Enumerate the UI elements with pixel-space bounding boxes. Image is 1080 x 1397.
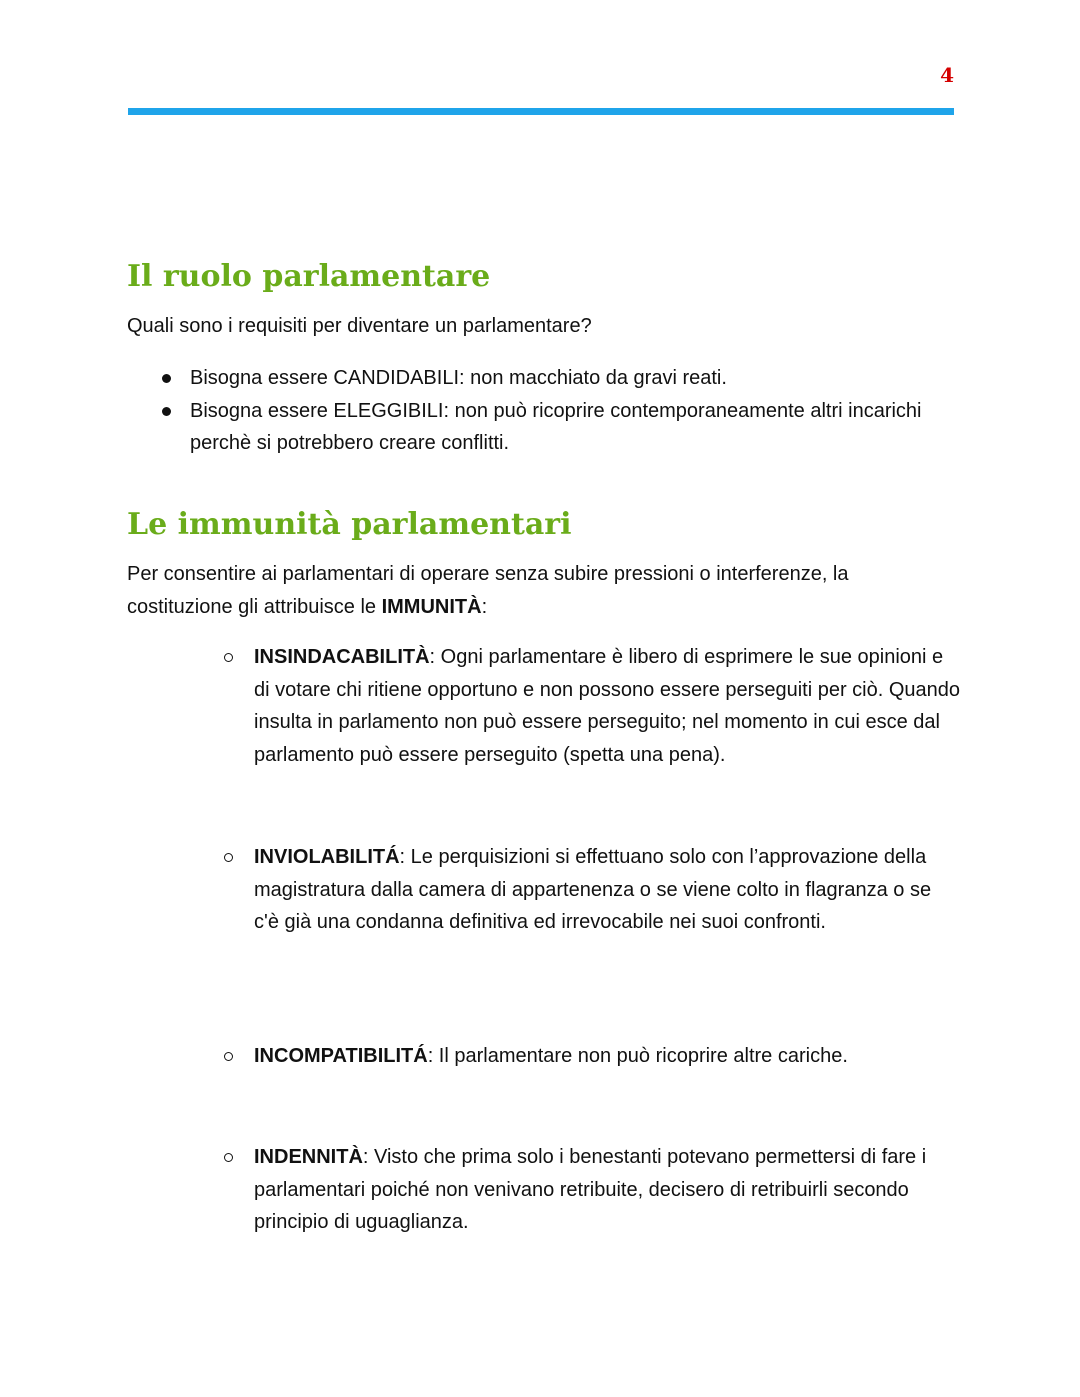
intro-end: : [481, 595, 488, 618]
page-number: 4 [940, 63, 954, 87]
immunity-term: INCOMPATIBILITÁ [254, 1045, 428, 1067]
intro-text: Per consentire ai parlamentari di operare senza subire pressioni o interferenze, la costituzione gli attribuisce le [127, 563, 849, 618]
immunity-item-incompatibilita [254, 1040, 960, 1073]
immunity-term: INVIOLABILITÁ [254, 846, 400, 868]
immunity-description: : Visto che prima solo i benestanti potevano permettersi di fare i parlamentari poiché non venivano retribuite, decisero di retribuirli secondo principio di uguaglianza. [254, 1146, 927, 1233]
requirements-question: Quali sono i requisiti per diventare un parlamentare? [127, 315, 592, 337]
section-heading-ruolo: Il ruolo parlamentare [127, 259, 491, 294]
immunity-description: : Il parlamentare non può ricoprire altre cariche. [427, 1045, 848, 1067]
header-rule [128, 108, 954, 115]
immunity-term: INSINDACABILITÀ [254, 646, 430, 668]
requirements-list [190, 362, 960, 460]
list-item [190, 362, 960, 395]
immunity-description: : Le perquisizioni si effettuano solo con l’approvazione della magistratura dalla camera di appartenenza o se viene colto in flagranza o se c'è già una condanna definitiva ed irrevocabile nei suoi confronti. [254, 846, 932, 933]
immunity-intro [127, 558, 957, 623]
list-item-text: Bisogna essere ELEGGIBILI: non può ricoprire contemporaneamente altri incarichi perchè si potrebbero creare conflitti. [190, 399, 922, 454]
circle-bullet-icon [224, 1153, 233, 1162]
circle-bullet-icon [224, 653, 233, 662]
immunity-item-indennita [254, 1141, 960, 1239]
intro-bold-term: IMMUNITÀ [381, 595, 482, 618]
immunity-item-inviolabilita [254, 841, 960, 939]
immunity-item-insindacabilita [254, 641, 960, 771]
bullet-dot-icon [162, 407, 171, 416]
immunity-term: INDENNITÀ [254, 1146, 363, 1168]
list-item [190, 395, 960, 460]
immunity-description: : Ogni parlamentare è libero di esprimere le sue opinioni e di votare chi ritiene opportuno e non possono essere perseguiti per ciò. Quando insulta in parlamento non può essere perseguito; nel momento in cui esce dal parlamento può essere perseguito (spetta una pena). [254, 646, 961, 766]
circle-bullet-icon [224, 1052, 233, 1061]
section-heading-immunita: Le immunità parlamentari [127, 507, 572, 542]
circle-bullet-icon [224, 853, 233, 862]
bullet-dot-icon [162, 374, 171, 383]
list-item-text: Bisogna essere CANDIDABILI: non macchiato da gravi reati. [190, 367, 727, 389]
